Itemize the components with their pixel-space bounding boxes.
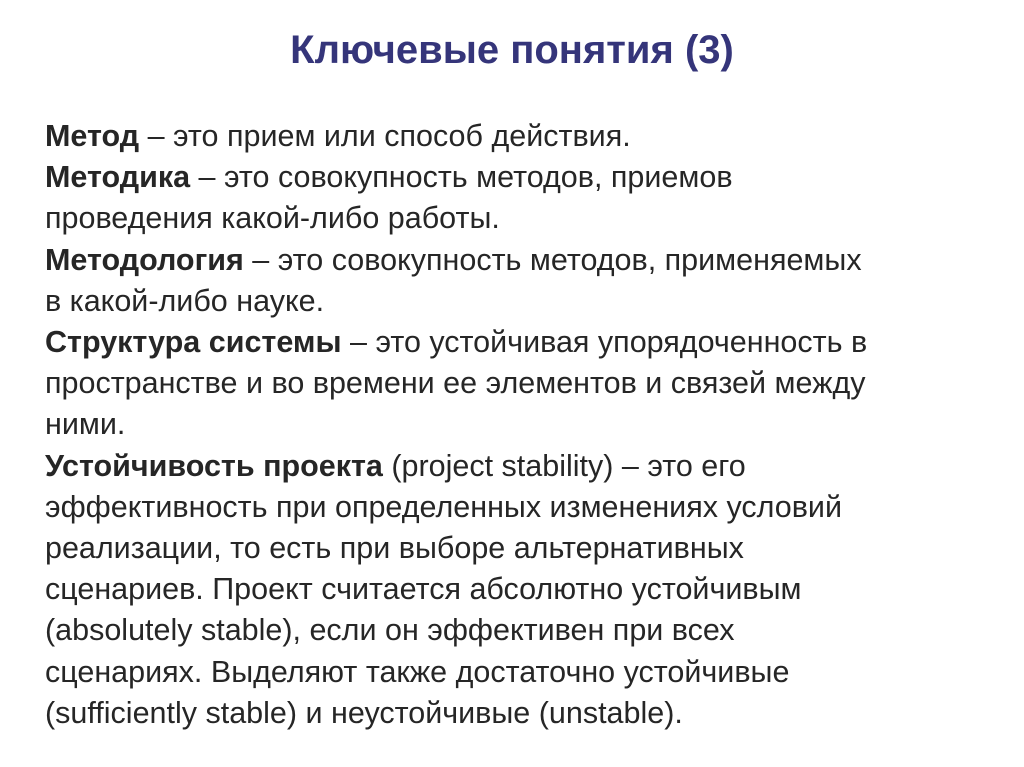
definition-methodology (45, 240, 985, 322)
definition-project-stability-text: (project stability) – это его (382, 448, 746, 483)
term-method: Метод (45, 119, 140, 153)
definition-system-structure-text: – это устойчивая упорядоченность в (341, 325, 868, 360)
definition-system-structure (45, 322, 985, 446)
term-methodika: Методика (45, 160, 191, 195)
definitions-list (45, 116, 985, 734)
definition-project-stability-line4: сценариев. Проект считается абсолютно устойчивым (45, 572, 802, 607)
term-methodology: Методология (45, 242, 244, 277)
definition-project-stability (45, 446, 985, 734)
definition-methodology-text-cont: в какой-либо науке. (45, 283, 325, 318)
definition-project-stability-line3: реализации, то есть при выборе альтернативных (45, 531, 744, 566)
term-project-stability: Устойчивость проекта (45, 448, 383, 483)
term-system-structure: Структура системы (45, 325, 342, 360)
definition-system-structure-text-cont: пространстве и во времени ее элементов и связей между (45, 366, 866, 401)
definition-methodika (45, 157, 985, 239)
definition-project-stability-line7: (sufficiently stable) и неустойчивые (unstable). (45, 695, 683, 730)
definition-project-stability-line6: сценариях. Выделяют также достаточно устойчивые (45, 654, 790, 689)
definition-method-text: – это прием или способ действия. (139, 119, 631, 153)
definition-system-structure-text-end: ними. (45, 407, 126, 442)
definition-project-stability-line2: эффективность при определенных изменениях условий (45, 489, 842, 524)
definition-methodika-text-cont: проведения какой-либо работы. (45, 201, 500, 236)
definition-project-stability-line5: (absolutely stable), если он эффективен при всех (45, 613, 735, 648)
definition-methodika-text: – это совокупность методов, приемов (190, 160, 733, 195)
slide-title: Ключевые понятия (3) (290, 28, 734, 72)
definition-methodology-text: – это совокупность методов, применяемых (243, 242, 862, 277)
definition-method (45, 116, 985, 157)
